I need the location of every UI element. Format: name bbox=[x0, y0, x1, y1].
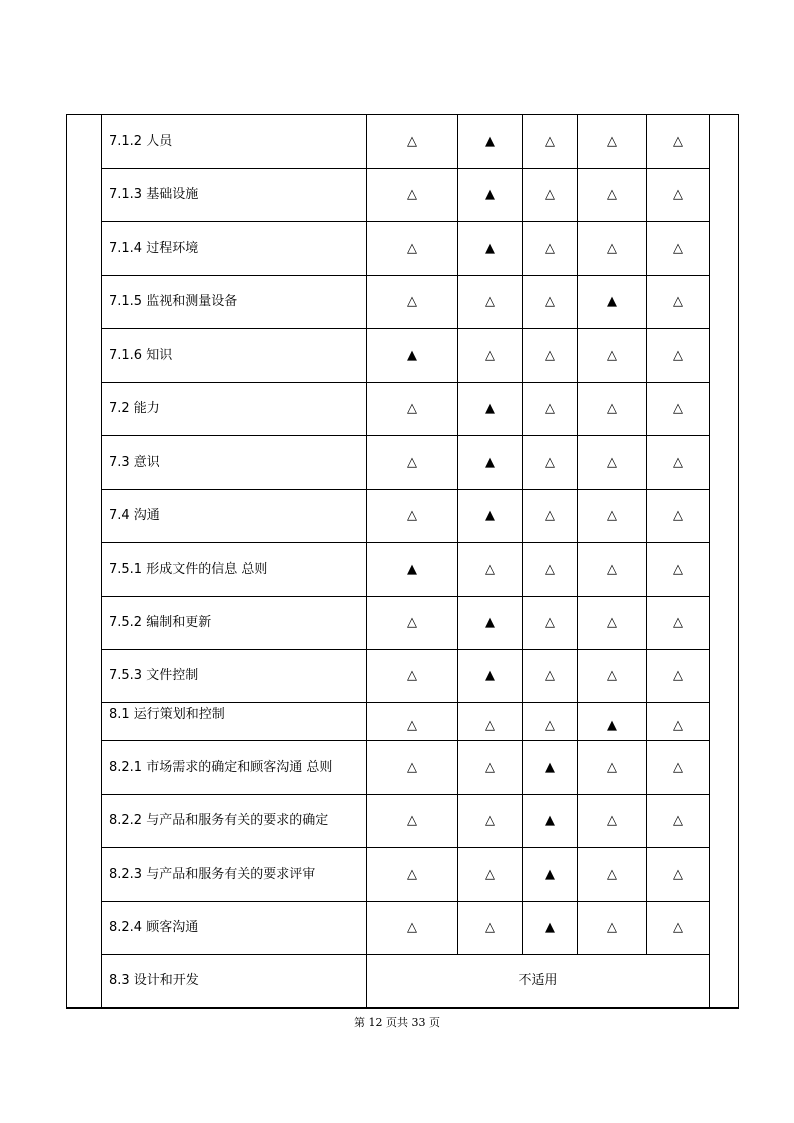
clause-cell: 7.3 意识 bbox=[102, 436, 367, 490]
related-mark: △ bbox=[647, 650, 710, 703]
clause-cell: 7.1.3 基础设施 bbox=[102, 169, 367, 222]
related-mark: △ bbox=[458, 329, 523, 383]
table-row-last bbox=[102, 955, 710, 1008]
clause-cell: 8.2.3 与产品和服务有关的要求评审 bbox=[102, 848, 367, 902]
related-mark: △ bbox=[523, 169, 578, 222]
responsible-mark: ▲ bbox=[458, 222, 523, 276]
responsible-mark: ▲ bbox=[367, 329, 458, 383]
related-mark: △ bbox=[523, 597, 578, 650]
related-mark: △ bbox=[458, 902, 523, 955]
clause-cell: 7.5.3 文件控制 bbox=[102, 650, 367, 703]
responsible-mark: ▲ bbox=[458, 597, 523, 650]
related-mark: △ bbox=[647, 490, 710, 543]
clause-cell: 7.5.1 形成文件的信息 总则 bbox=[102, 543, 367, 597]
clause-cell: 8.2.2 与产品和服务有关的要求的确定 bbox=[102, 795, 367, 848]
related-mark: △ bbox=[367, 490, 458, 543]
related-mark: △ bbox=[367, 795, 458, 848]
responsible-mark: ▲ bbox=[578, 276, 647, 329]
related-mark: △ bbox=[647, 383, 710, 436]
related-mark: △ bbox=[367, 222, 458, 276]
table-row bbox=[102, 436, 710, 490]
matrix-body bbox=[102, 115, 710, 1008]
table-row bbox=[102, 741, 710, 795]
related-mark: △ bbox=[647, 115, 710, 169]
related-mark: △ bbox=[523, 543, 578, 597]
page-footer: 第 12 页共 33 页 bbox=[354, 1016, 440, 1029]
related-mark: △ bbox=[367, 383, 458, 436]
related-mark: △ bbox=[647, 703, 710, 741]
related-mark: △ bbox=[523, 703, 578, 741]
related-mark: △ bbox=[367, 848, 458, 902]
table-row bbox=[102, 169, 710, 222]
responsible-mark: ▲ bbox=[458, 115, 523, 169]
clause-cell: 8.3 设计和开发 bbox=[102, 955, 367, 1008]
clause-cell: 8.1 运行策划和控制 bbox=[102, 703, 367, 741]
related-mark: △ bbox=[458, 795, 523, 848]
related-mark: △ bbox=[523, 490, 578, 543]
related-mark: △ bbox=[458, 543, 523, 597]
related-mark: △ bbox=[523, 650, 578, 703]
related-mark: △ bbox=[578, 543, 647, 597]
related-mark: △ bbox=[578, 650, 647, 703]
responsible-mark: ▲ bbox=[523, 848, 578, 902]
clause-cell: 7.4 沟通 bbox=[102, 490, 367, 543]
table-row bbox=[102, 795, 710, 848]
responsible-mark: ▲ bbox=[578, 703, 647, 741]
related-mark: △ bbox=[647, 848, 710, 902]
responsible-mark: ▲ bbox=[458, 490, 523, 543]
related-mark: △ bbox=[367, 436, 458, 490]
related-mark: △ bbox=[367, 597, 458, 650]
related-mark: △ bbox=[523, 115, 578, 169]
related-mark: △ bbox=[523, 383, 578, 436]
table-row bbox=[102, 848, 710, 902]
related-mark: △ bbox=[578, 115, 647, 169]
related-mark: △ bbox=[367, 115, 458, 169]
clause-cell: 7.1.5 监视和测量设备 bbox=[102, 276, 367, 329]
related-mark: △ bbox=[523, 436, 578, 490]
clause-cell: 7.1.4 过程环境 bbox=[102, 222, 367, 276]
related-mark: △ bbox=[578, 741, 647, 795]
related-mark: △ bbox=[458, 276, 523, 329]
related-mark: △ bbox=[458, 848, 523, 902]
related-mark: △ bbox=[647, 741, 710, 795]
related-mark: △ bbox=[647, 436, 710, 490]
clause-cell: 8.2.1 市场需求的确定和顾客沟通 总则 bbox=[102, 741, 367, 795]
related-mark: △ bbox=[647, 329, 710, 383]
related-mark: △ bbox=[578, 795, 647, 848]
related-mark: △ bbox=[647, 222, 710, 276]
table-row bbox=[102, 650, 710, 703]
table-row bbox=[102, 276, 710, 329]
related-mark: △ bbox=[647, 597, 710, 650]
table-row bbox=[102, 490, 710, 543]
clause-cell: 8.2.4 顾客沟通 bbox=[102, 902, 367, 955]
responsibility-matrix-table bbox=[101, 114, 710, 1008]
related-mark: △ bbox=[458, 703, 523, 741]
related-mark: △ bbox=[523, 329, 578, 383]
related-mark: △ bbox=[578, 222, 647, 276]
related-mark: △ bbox=[367, 169, 458, 222]
clause-cell: 7.1.2 人员 bbox=[102, 115, 367, 169]
related-mark: △ bbox=[367, 703, 458, 741]
related-mark: △ bbox=[578, 902, 647, 955]
clause-cell: 7.1.6 知识 bbox=[102, 329, 367, 383]
responsible-mark: ▲ bbox=[367, 543, 458, 597]
table-row bbox=[102, 703, 710, 741]
related-mark: △ bbox=[578, 383, 647, 436]
responsible-mark: ▲ bbox=[458, 169, 523, 222]
related-mark: △ bbox=[523, 222, 578, 276]
related-mark: △ bbox=[578, 436, 647, 490]
table-row bbox=[102, 383, 710, 436]
responsible-mark: ▲ bbox=[458, 436, 523, 490]
related-mark: △ bbox=[367, 650, 458, 703]
related-mark: △ bbox=[367, 902, 458, 955]
table-row bbox=[102, 597, 710, 650]
related-mark: △ bbox=[523, 276, 578, 329]
related-mark: △ bbox=[578, 597, 647, 650]
related-mark: △ bbox=[578, 490, 647, 543]
responsible-mark: ▲ bbox=[458, 383, 523, 436]
related-mark: △ bbox=[367, 276, 458, 329]
related-mark: △ bbox=[578, 329, 647, 383]
responsible-mark: ▲ bbox=[458, 650, 523, 703]
table-row bbox=[102, 329, 710, 383]
table-row bbox=[102, 902, 710, 955]
table-row bbox=[102, 115, 710, 169]
related-mark: △ bbox=[458, 741, 523, 795]
responsible-mark: ▲ bbox=[523, 741, 578, 795]
clause-cell: 7.2 能力 bbox=[102, 383, 367, 436]
related-mark: △ bbox=[647, 276, 710, 329]
related-mark: △ bbox=[647, 902, 710, 955]
not-applicable-cell: 不适用 bbox=[367, 955, 710, 1008]
responsible-mark: ▲ bbox=[523, 795, 578, 848]
related-mark: △ bbox=[647, 543, 710, 597]
related-mark: △ bbox=[647, 795, 710, 848]
clause-cell: 7.5.2 编制和更新 bbox=[102, 597, 367, 650]
related-mark: △ bbox=[578, 848, 647, 902]
table-row bbox=[102, 222, 710, 276]
table-row bbox=[102, 543, 710, 597]
related-mark: △ bbox=[647, 169, 710, 222]
related-mark: △ bbox=[578, 169, 647, 222]
responsible-mark: ▲ bbox=[523, 902, 578, 955]
related-mark: △ bbox=[367, 741, 458, 795]
